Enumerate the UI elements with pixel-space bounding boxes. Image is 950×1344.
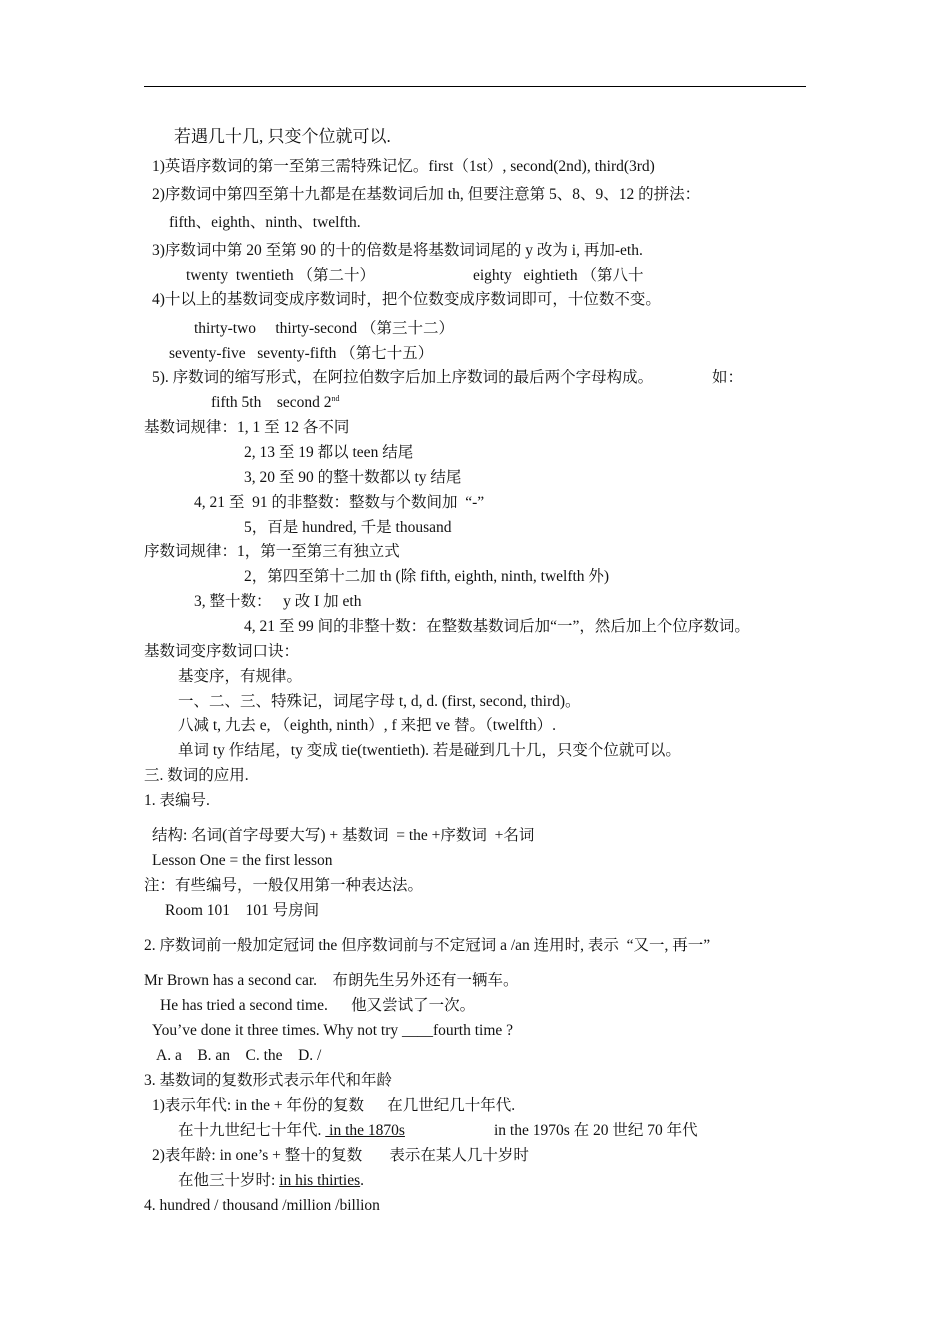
structure-line: 结构: 名词(首字母要大写) + 基数词 = the +序数词 +名词 — [152, 827, 535, 844]
rule-3-example-b: eighty eightieth （第八十 — [473, 267, 644, 284]
section-heading: 三. 数词的应用. — [144, 767, 249, 784]
ordinal-rule-2: 2，第四至第十二加 th (除 fifth, eighth, ninth, twelfth 外) — [244, 568, 610, 585]
cardinal-rule-2: 2, 13 至 19 都以 teen 结尾 — [244, 444, 414, 461]
header-rule — [144, 86, 806, 87]
note-line: 注：有些编号，一般仅用第一种表达法。 — [144, 877, 424, 894]
underlined-phrase-age: in his thirties — [279, 1172, 361, 1189]
rule-2: 2)序数词中第四至第十九都是在基数词后加 th, 但要注意第 5、8、9、12 的拼法： — [152, 186, 701, 203]
subsection-3: 3. 基数词的复数形式表示年代和年龄 — [144, 1072, 393, 1089]
structure-example: Lesson One = the first lesson — [152, 852, 333, 869]
cardinal-rule-5: 5，百是 hundred, 千是 thousand — [244, 519, 452, 536]
intro-line: 若遇几十几, 只变个位就可以. — [174, 127, 391, 146]
decades-example-b: in the 1970s 在 20 世纪 70 年代 — [494, 1122, 698, 1139]
rule-3-example-a: twenty twentieth （第二十） — [186, 267, 375, 284]
rule-5: 5). 序数词的缩写形式，在阿拉伯数字后加上序数词的最后两个字母构成。 — [152, 369, 654, 386]
decades-rule: 1)表示年代: in the + 年份的复数 在几世纪几十年代. — [152, 1097, 516, 1114]
rule-5-example: fifth 5th second 2nd — [211, 394, 340, 411]
example-2: He has tried a second time. 他又尝试了一次。 — [160, 997, 476, 1014]
rule-4-example-a: thirty-two thirty-second （第三十二） — [194, 320, 455, 337]
ordinal-rule-4: 4, 21 至 99 间的非整十数：在整数基数词后加“一”，然后加上个位序数词。 — [244, 618, 750, 635]
mnemonic-line-1: 基变序，有规律。 — [178, 668, 303, 685]
mnemonic-line-4: 单词 ty 作结尾，ty 变成 tie(twentieth). 若是碰到几十几，只变个位就可以。 — [178, 742, 681, 759]
example-1: Mr Brown has a second car. 布朗先生另外还有一辆车。 — [144, 972, 519, 989]
cardinal-rule-4: 4, 21 至 91 的非整数：整数与个数间加 “-” — [194, 494, 485, 511]
underlined-phrase: in the 1870s — [325, 1122, 405, 1139]
age-rule: 2)表年龄: in one’s + 整十的复数 表示在某人几十岁时 — [152, 1147, 529, 1164]
mnemonic-line-2: 一、二、三、特殊记，词尾字母 t, d, d. (first, second, third)。 — [178, 693, 581, 710]
mnemonic-line-3: 八减 t, 九去 e, （eighth, ninth）, f 来把 ve 替。（twelfth）. — [178, 717, 556, 734]
rule-5-tail: 如： — [712, 369, 744, 386]
rule-2-examples: fifth、eighth、ninth、twelfth. — [169, 214, 361, 231]
decades-example-a: 在十九世纪七十年代. in the 1870s — [178, 1122, 405, 1139]
quiz-options: A. a B. an C. the D. / — [156, 1047, 322, 1064]
ordinal-rules-heading: 序数词规律：1，第一至第三有独立式 — [144, 543, 400, 560]
ordinal-suffix: nd — [331, 394, 340, 403]
subsection-1: 1. 表编号. — [144, 792, 210, 809]
ordinal-rule-3: 3, 整十数： y 改 I 加 eth — [194, 593, 362, 610]
rule-3: 3)序数词中第 20 至第 90 的十的倍数是将基数词词尾的 y 改为 i, 再加-eth. — [152, 242, 643, 259]
cardinal-rules-heading: 基数词规律：1, 1 至 12 各不同 — [144, 419, 350, 436]
age-example: 在他三十岁时: in his thirties. — [178, 1172, 365, 1189]
mnemonic-heading: 基数词变序数词口诀： — [144, 643, 300, 660]
note-example: Room 101 101 号房间 — [165, 902, 320, 919]
rule-4-example-b: seventy-five seventy-fifth （第七十五） — [169, 345, 434, 362]
cardinal-rule-3: 3, 20 至 90 的整十数都以 ty 结尾 — [244, 469, 462, 486]
subsection-4: 4. hundred / thousand /million /billion — [144, 1197, 380, 1214]
subsection-2: 2. 序数词前一般加定冠词 the 但序数词前与不定冠词 a /an 连用时, 表示 “又一, 再一” — [144, 937, 711, 954]
rule-1: 1)英语序数词的第一至第三需特殊记忆。first（1st）, second(2nd), third(3rd) — [152, 158, 655, 175]
rule-4: 4)十以上的基数词变成序数词时，把个位数变成序数词即可，十位数不变。 — [152, 291, 661, 308]
quiz-question: You’ve done it three times. Why not try ____fourth time ? — [152, 1022, 514, 1039]
